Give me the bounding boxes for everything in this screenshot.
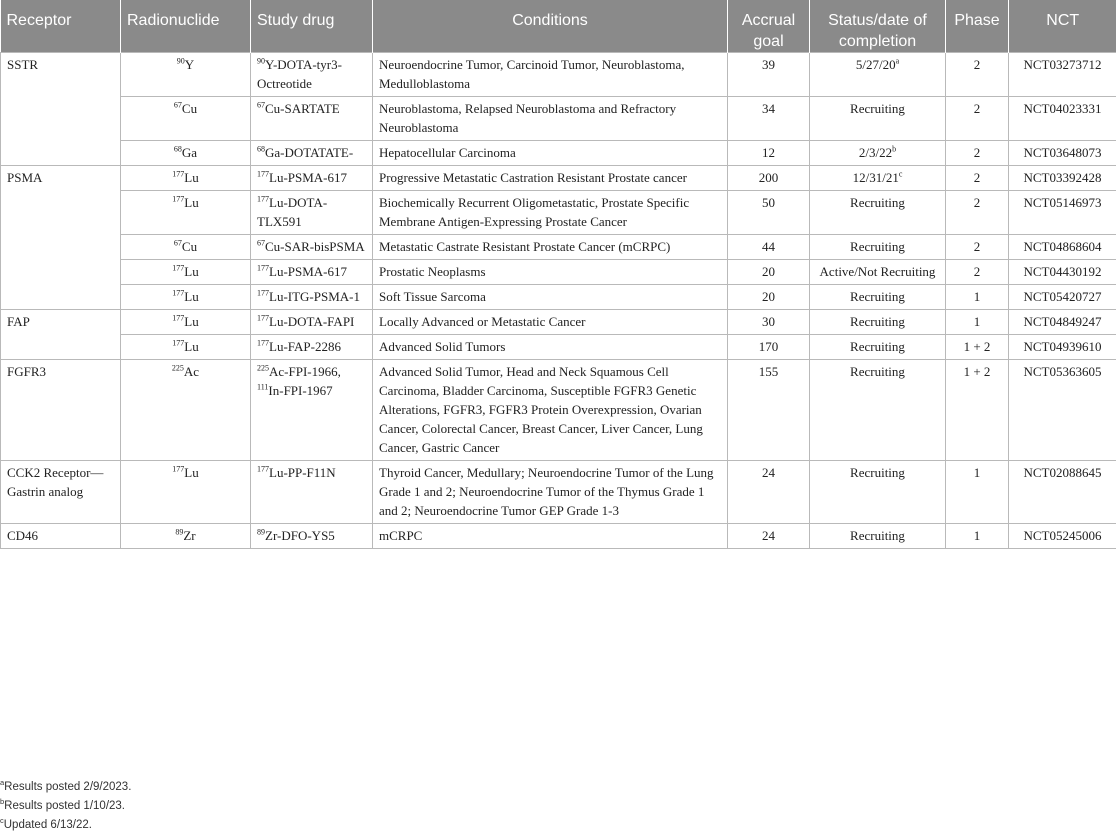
header-nct: NCT xyxy=(1009,0,1116,53)
element-symbol: Zr xyxy=(183,528,196,543)
table-row xyxy=(1,235,1116,260)
mass-number: 67 xyxy=(173,238,182,248)
drug-mass-number: 89 xyxy=(257,527,265,537)
accrual-goal-cell: 20 xyxy=(728,285,810,310)
drug-name: Cu-SARTATE xyxy=(265,101,340,116)
accrual-goal-cell: 170 xyxy=(728,335,810,360)
mass-number: 177 xyxy=(172,263,185,273)
study-drug-cell xyxy=(251,335,373,360)
phase-cell: 2 xyxy=(946,53,1009,97)
mass-number: 89 xyxy=(175,527,184,537)
study-drug-cell xyxy=(251,310,373,335)
accrual-goal-cell: 24 xyxy=(728,524,810,549)
footnote-text: Results posted 2/9/2023. xyxy=(4,781,132,793)
study-drug-cell xyxy=(251,141,373,166)
drug-mass-number: 177 xyxy=(257,194,269,204)
study-drug-cell xyxy=(251,53,373,97)
status-text: Recruiting xyxy=(850,528,905,543)
nct-cell: NCT03273712 xyxy=(1009,53,1116,97)
table-row xyxy=(1,360,1116,461)
table-row xyxy=(1,260,1116,285)
header-accrual-goal: Accrual goal xyxy=(728,0,810,53)
status-cell xyxy=(810,97,946,141)
conditions-cell: Metastatic Castrate Resistant Prostate Cancer (mCRPC) xyxy=(373,235,728,260)
element-symbol: Lu xyxy=(184,195,199,210)
footnotes xyxy=(0,778,131,835)
element-symbol: Lu xyxy=(184,465,199,480)
mass-number: 68 xyxy=(173,144,182,154)
mass-number: 177 xyxy=(172,288,185,298)
table-row xyxy=(1,524,1116,549)
phase-cell: 2 xyxy=(946,235,1009,260)
study-drug-cell xyxy=(251,260,373,285)
footnote-text: Updated 6/13/22. xyxy=(3,819,92,831)
drug-name: Y-DOTA-tyr3-Octreotide xyxy=(257,57,342,91)
phase-cell: 1 xyxy=(946,524,1009,549)
receptor-cell xyxy=(1,53,121,166)
status-text: Recruiting xyxy=(850,314,905,329)
radionuclide-cell xyxy=(121,461,251,524)
conditions-cell: mCRPC xyxy=(373,524,728,549)
drug-mass-number: 68 xyxy=(257,144,265,154)
header-receptor: Receptor xyxy=(1,0,121,53)
header-conditions: Conditions xyxy=(373,0,728,53)
element-symbol: Lu xyxy=(184,264,199,279)
radionuclide-cell xyxy=(121,285,251,310)
phase-cell: 1 xyxy=(946,461,1009,524)
status-footnote-mark: c xyxy=(898,169,903,179)
radionuclide-cell xyxy=(121,310,251,335)
status-text: 2/3/22 xyxy=(858,145,893,160)
receptor-name: FGFR3 xyxy=(7,364,47,379)
conditions-cell: Hepatocellular Carcinoma xyxy=(373,141,728,166)
accrual-goal-cell: 200 xyxy=(728,166,810,191)
receptor-cell xyxy=(1,166,121,310)
study-drug-cell xyxy=(251,285,373,310)
table-row xyxy=(1,461,1116,524)
footnote-text: Results posted 1/10/23. xyxy=(4,800,126,812)
status-text: Recruiting xyxy=(850,465,905,480)
conditions-cell: Neuroendocrine Tumor, Carcinoid Tumor, Neuroblastoma, Medulloblastoma xyxy=(373,53,728,97)
nct-cell: NCT05245006 xyxy=(1009,524,1116,549)
status-cell xyxy=(810,335,946,360)
header-phase: Phase xyxy=(946,0,1009,53)
drug-mass-number: 177 xyxy=(257,338,269,348)
accrual-goal-cell: 12 xyxy=(728,141,810,166)
conditions-cell: Neuroblastoma, Relapsed Neuroblastoma and Refractory Neuroblastoma xyxy=(373,97,728,141)
radionuclide-cell xyxy=(121,97,251,141)
conditions-cell: Advanced Solid Tumor, Head and Neck Squamous Cell Carcinoma, Bladder Carcinoma, Susceptible FGFR3 Genetic Alterations, FGFR3, FGFR3 Protein Overexpression, Ovarian Cancer, Colorectal Cancer, Breast Cancer, Liver Cancer, Lung Cancer, Gastric Cancer xyxy=(373,360,728,461)
status-cell xyxy=(810,141,946,166)
drug-name: Lu-PSMA-617 xyxy=(269,264,348,279)
element-symbol: Lu xyxy=(184,339,199,354)
nct-cell: NCT05420727 xyxy=(1009,285,1116,310)
accrual-goal-cell: 44 xyxy=(728,235,810,260)
mass-number: 177 xyxy=(172,169,185,179)
footnote xyxy=(0,778,131,797)
nct-cell: NCT04430192 xyxy=(1009,260,1116,285)
drug-mass-number: 111 xyxy=(257,382,269,392)
receptor-name: SSTR xyxy=(7,57,39,72)
element-symbol: Ac xyxy=(183,364,200,379)
footnote-mark: b xyxy=(0,797,5,807)
footnote-mark: c xyxy=(0,816,4,826)
drug-name: Lu-PSMA-617 xyxy=(269,170,348,185)
receptor-cell xyxy=(1,310,121,360)
drug-name: Lu-DOTA-FAPI xyxy=(269,314,355,329)
table-row xyxy=(1,310,1116,335)
drug-name: Lu-PP-F11N xyxy=(269,465,336,480)
accrual-goal-cell: 155 xyxy=(728,360,810,461)
table-body xyxy=(1,53,1116,549)
status-text: Recruiting xyxy=(850,101,905,116)
conditions-cell: Progressive Metastatic Castration Resistant Prostate cancer xyxy=(373,166,728,191)
drug-name: Lu-DOTA-TLX591 xyxy=(257,195,328,229)
table-row xyxy=(1,166,1116,191)
table-row xyxy=(1,191,1116,235)
nct-cell: NCT03648073 xyxy=(1009,141,1116,166)
conditions-cell: Thyroid Cancer, Medullary; Neuroendocrine Tumor of the Lung Grade 1 and 2; Neuroendocrine Tumor of the Thymus Grade 1 and 2; Neuroendocrine Tumor GEP Grade 1-3 xyxy=(373,461,728,524)
status-text: 5/27/20 xyxy=(855,57,896,72)
receptor-name: CD46 xyxy=(7,528,39,543)
mass-number: 225 xyxy=(171,363,184,373)
status-cell xyxy=(810,461,946,524)
mass-number: 90 xyxy=(176,56,185,66)
radionuclide-cell xyxy=(121,191,251,235)
mass-number: 67 xyxy=(173,100,182,110)
nct-cell: NCT02088645 xyxy=(1009,461,1116,524)
nct-cell: NCT05146973 xyxy=(1009,191,1116,235)
study-drug-cell xyxy=(251,524,373,549)
accrual-goal-cell: 50 xyxy=(728,191,810,235)
accrual-goal-cell: 39 xyxy=(728,53,810,97)
study-drug-cell xyxy=(251,235,373,260)
status-footnote-mark: a xyxy=(895,56,900,66)
table-row xyxy=(1,285,1116,310)
header-study-drug: Study drug xyxy=(251,0,373,53)
mass-number: 177 xyxy=(172,338,185,348)
element-symbol: Cu xyxy=(181,239,198,254)
status-cell xyxy=(810,260,946,285)
element-symbol: Lu xyxy=(184,314,199,329)
status-text: Recruiting xyxy=(850,364,905,379)
table-row xyxy=(1,53,1116,97)
radionuclide-cell xyxy=(121,53,251,97)
drug-mass-number: 177 xyxy=(257,288,269,298)
nct-cell: NCT04023331 xyxy=(1009,97,1116,141)
phase-cell: 2 xyxy=(946,260,1009,285)
radionuclide-cell xyxy=(121,335,251,360)
status-footnote-mark: b xyxy=(892,144,897,154)
phase-cell: 2 xyxy=(946,166,1009,191)
element-symbol: Ga xyxy=(181,145,198,160)
accrual-goal-cell: 30 xyxy=(728,310,810,335)
drug-mass-number: 67 xyxy=(257,238,265,248)
phase-cell: 1 + 2 xyxy=(946,360,1009,461)
radionuclide-cell xyxy=(121,260,251,285)
status-cell xyxy=(810,166,946,191)
phase-cell: 2 xyxy=(946,141,1009,166)
drug-mass-number: 67 xyxy=(257,100,265,110)
header-row xyxy=(1,0,1116,53)
accrual-goal-cell: 34 xyxy=(728,97,810,141)
drug-name: Ac-FPI-1966, xyxy=(269,364,341,379)
radionuclide-cell xyxy=(121,166,251,191)
receptor-name: PSMA xyxy=(7,170,43,185)
status-text: 12/31/21 xyxy=(852,170,899,185)
drug-name: Lu-FAP-2286 xyxy=(269,339,341,354)
header-status: Status/date of completion xyxy=(810,0,946,53)
element-symbol: Cu xyxy=(181,101,198,116)
nct-cell: NCT04868604 xyxy=(1009,235,1116,260)
table-row xyxy=(1,141,1116,166)
status-text: Active/Not Recruiting xyxy=(819,264,936,279)
conditions-cell: Advanced Solid Tumors xyxy=(373,335,728,360)
study-drug-cell xyxy=(251,166,373,191)
nct-cell: NCT05363605 xyxy=(1009,360,1116,461)
status-text: Recruiting xyxy=(850,195,905,210)
conditions-cell: Biochemically Recurrent Oligometastatic, Prostate Specific Membrane Antigen-Expressing Prostate Cancer xyxy=(373,191,728,235)
status-text: Recruiting xyxy=(850,339,905,354)
status-text: Recruiting xyxy=(850,289,905,304)
nct-cell: NCT04849247 xyxy=(1009,310,1116,335)
study-drug-cell xyxy=(251,97,373,141)
receptor-name: FAP xyxy=(7,314,30,329)
radionuclide-cell xyxy=(121,235,251,260)
header-radionuclide: Radionuclide xyxy=(121,0,251,53)
radionuclide-cell xyxy=(121,141,251,166)
study-drug-cell xyxy=(251,461,373,524)
status-cell xyxy=(810,310,946,335)
phase-cell: 2 xyxy=(946,191,1009,235)
phase-cell: 2 xyxy=(946,97,1009,141)
receptor-cell xyxy=(1,461,121,524)
element-symbol: Y xyxy=(184,57,195,72)
drug-name: Lu-ITG-PSMA-1 xyxy=(269,289,360,304)
table-row xyxy=(1,335,1116,360)
drug-name: In-FPI-1967 xyxy=(268,383,333,398)
drug-mass-number: 177 xyxy=(257,263,269,273)
drug-name: Zr-DFO-YS5 xyxy=(265,528,335,543)
phase-cell: 1 xyxy=(946,310,1009,335)
status-cell xyxy=(810,53,946,97)
mass-number: 177 xyxy=(172,194,185,204)
status-cell xyxy=(810,360,946,461)
footnote-mark: a xyxy=(0,778,5,788)
study-drug-cell xyxy=(251,360,373,461)
drug-mass-number: 90 xyxy=(257,56,265,66)
phase-cell: 1 + 2 xyxy=(946,335,1009,360)
drug-mass-number: 225 xyxy=(257,363,269,373)
conditions-cell: Locally Advanced or Metastatic Cancer xyxy=(373,310,728,335)
element-symbol: Lu xyxy=(184,289,199,304)
drug-name: Cu-SAR-bisPSMA xyxy=(265,239,365,254)
phase-cell: 1 xyxy=(946,285,1009,310)
radionuclide-cell xyxy=(121,524,251,549)
footnote xyxy=(0,816,131,835)
drug-mass-number: 177 xyxy=(257,313,269,323)
drug-mass-number: 177 xyxy=(257,464,269,474)
footnote xyxy=(0,797,131,816)
drug-name: Ga-DOTATATE- xyxy=(265,145,354,160)
mass-number: 177 xyxy=(172,464,185,474)
study-drug-cell xyxy=(251,191,373,235)
status-cell xyxy=(810,285,946,310)
mass-number: 177 xyxy=(172,313,185,323)
table-row xyxy=(1,97,1116,141)
status-cell xyxy=(810,524,946,549)
receptor-cell xyxy=(1,524,121,549)
accrual-goal-cell: 24 xyxy=(728,461,810,524)
element-symbol: Lu xyxy=(184,170,199,185)
receptor-cell xyxy=(1,360,121,461)
accrual-goal-cell: 20 xyxy=(728,260,810,285)
radionuclide-cell xyxy=(121,360,251,461)
status-text: Recruiting xyxy=(850,239,905,254)
conditions-cell: Soft Tissue Sarcoma xyxy=(373,285,728,310)
status-cell xyxy=(810,191,946,235)
drug-mass-number: 177 xyxy=(257,169,269,179)
nct-cell: NCT03392428 xyxy=(1009,166,1116,191)
nct-cell: NCT04939610 xyxy=(1009,335,1116,360)
status-cell xyxy=(810,235,946,260)
conditions-cell: Prostatic Neoplasms xyxy=(373,260,728,285)
receptor-name: CCK2 Receptor—Gastrin analog xyxy=(7,465,104,499)
